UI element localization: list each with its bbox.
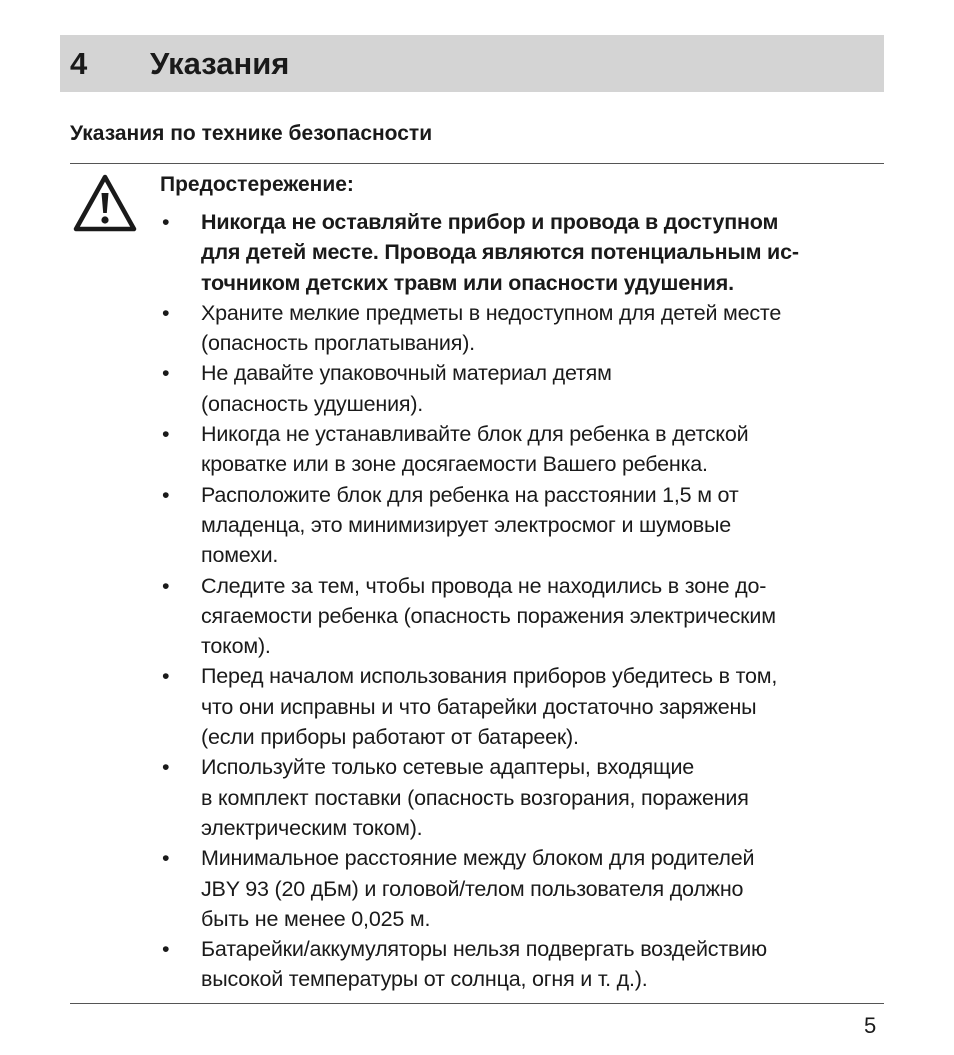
bullet-icon: • [162,846,170,871]
list-item [160,480,872,571]
list-item-text-line: помехи. [201,543,279,568]
list-item-text-line: Следите за тем, чтобы провода не находились в зоне до- [201,573,767,598]
section-heading: Указания по технике безопасности [70,122,433,145]
chapter-header [60,35,884,92]
bullet-icon: • [162,937,170,962]
warning-triangle-icon [72,173,138,233]
list-item-text-line: быть не менее 0,025 м. [201,906,431,931]
list-item-text-line: Храните мелкие предметы в недоступном для детей месте [201,300,782,325]
bullet-icon: • [162,361,170,386]
list-item-text-line: высокой температуры от солнца, огня и т. д.). [201,967,648,992]
list-item-text-line: сягаемости ребенка (опасность поражения электрическим [201,603,776,628]
list-item-text-line: Используйте только сетевые адаптеры, входящие [201,755,695,780]
list-item [160,843,872,934]
list-item-text-line: Никогда не устанавливайте блок для ребенка в детской [201,422,749,447]
list-item-text-line: для детей месте. Провода являются потенциальным ис- [201,240,799,265]
list-item-text-line: младенца, это минимизирует электросмог и шумовые [201,512,731,537]
list-item-text-line: JBY 93 (20 дБм) и головой/телом пользователя должно [201,876,744,901]
list-item-text-line: Расположите блок для ребенка на расстоянии 1,5 м от [201,482,739,507]
list-item [160,571,872,662]
list-item-text-line: что они исправны и что батарейки достаточно заряжены [201,694,757,719]
bullet-icon: • [162,664,170,689]
list-item-text-line: электрическим током). [201,815,423,840]
list-item [160,661,872,752]
chapter-title: Указания [150,46,290,81]
list-item [160,298,872,359]
list-item-text-line: Батарейки/аккумуляторы нельзя подвергать воздействию [201,937,767,962]
bullet-icon: • [162,573,170,598]
list-item-text-line: Перед началом использования приборов убедитесь в том, [201,664,778,689]
list-item [160,752,872,843]
divider-bottom [70,1003,884,1004]
list-item-text-line: (опасность проглатывания). [201,331,475,356]
list-item-text-line: в комплект поставки (опасность возгорания, поражения [201,785,749,810]
list-item-text-line: Минимальное расстояние между блоком для родителей [201,846,755,871]
list-item [160,358,872,419]
list-item-text-line: Не давайте упаковочный материал детям [201,361,612,386]
list-item [160,419,872,480]
list-item-text-line: точником детских травм или опасности удушения. [201,270,734,295]
bullet-icon: • [162,300,170,325]
list-item [160,934,872,995]
list-item-text-line: током). [201,634,271,659]
list-item-text-line: (опасность удушения). [201,391,424,416]
list-item-text-line: (если приборы работают от батареек). [201,725,579,750]
safety-instructions-list [160,207,872,995]
chapter-number: 4 [70,46,88,81]
bullet-icon: • [162,422,170,447]
list-item-text-line: Никогда не оставляйте прибор и провода в доступном [201,210,779,234]
bullet-icon: • [162,210,170,234]
bullet-icon: • [162,755,170,780]
page-number: 5 [864,1013,877,1038]
bullet-icon: • [162,482,170,507]
divider-top [70,163,884,164]
list-item [160,207,872,298]
warning-label: Предостережение: [160,173,354,196]
list-item-text-line: кроватке или в зоне досягаемости Вашего ребенка. [201,452,708,477]
